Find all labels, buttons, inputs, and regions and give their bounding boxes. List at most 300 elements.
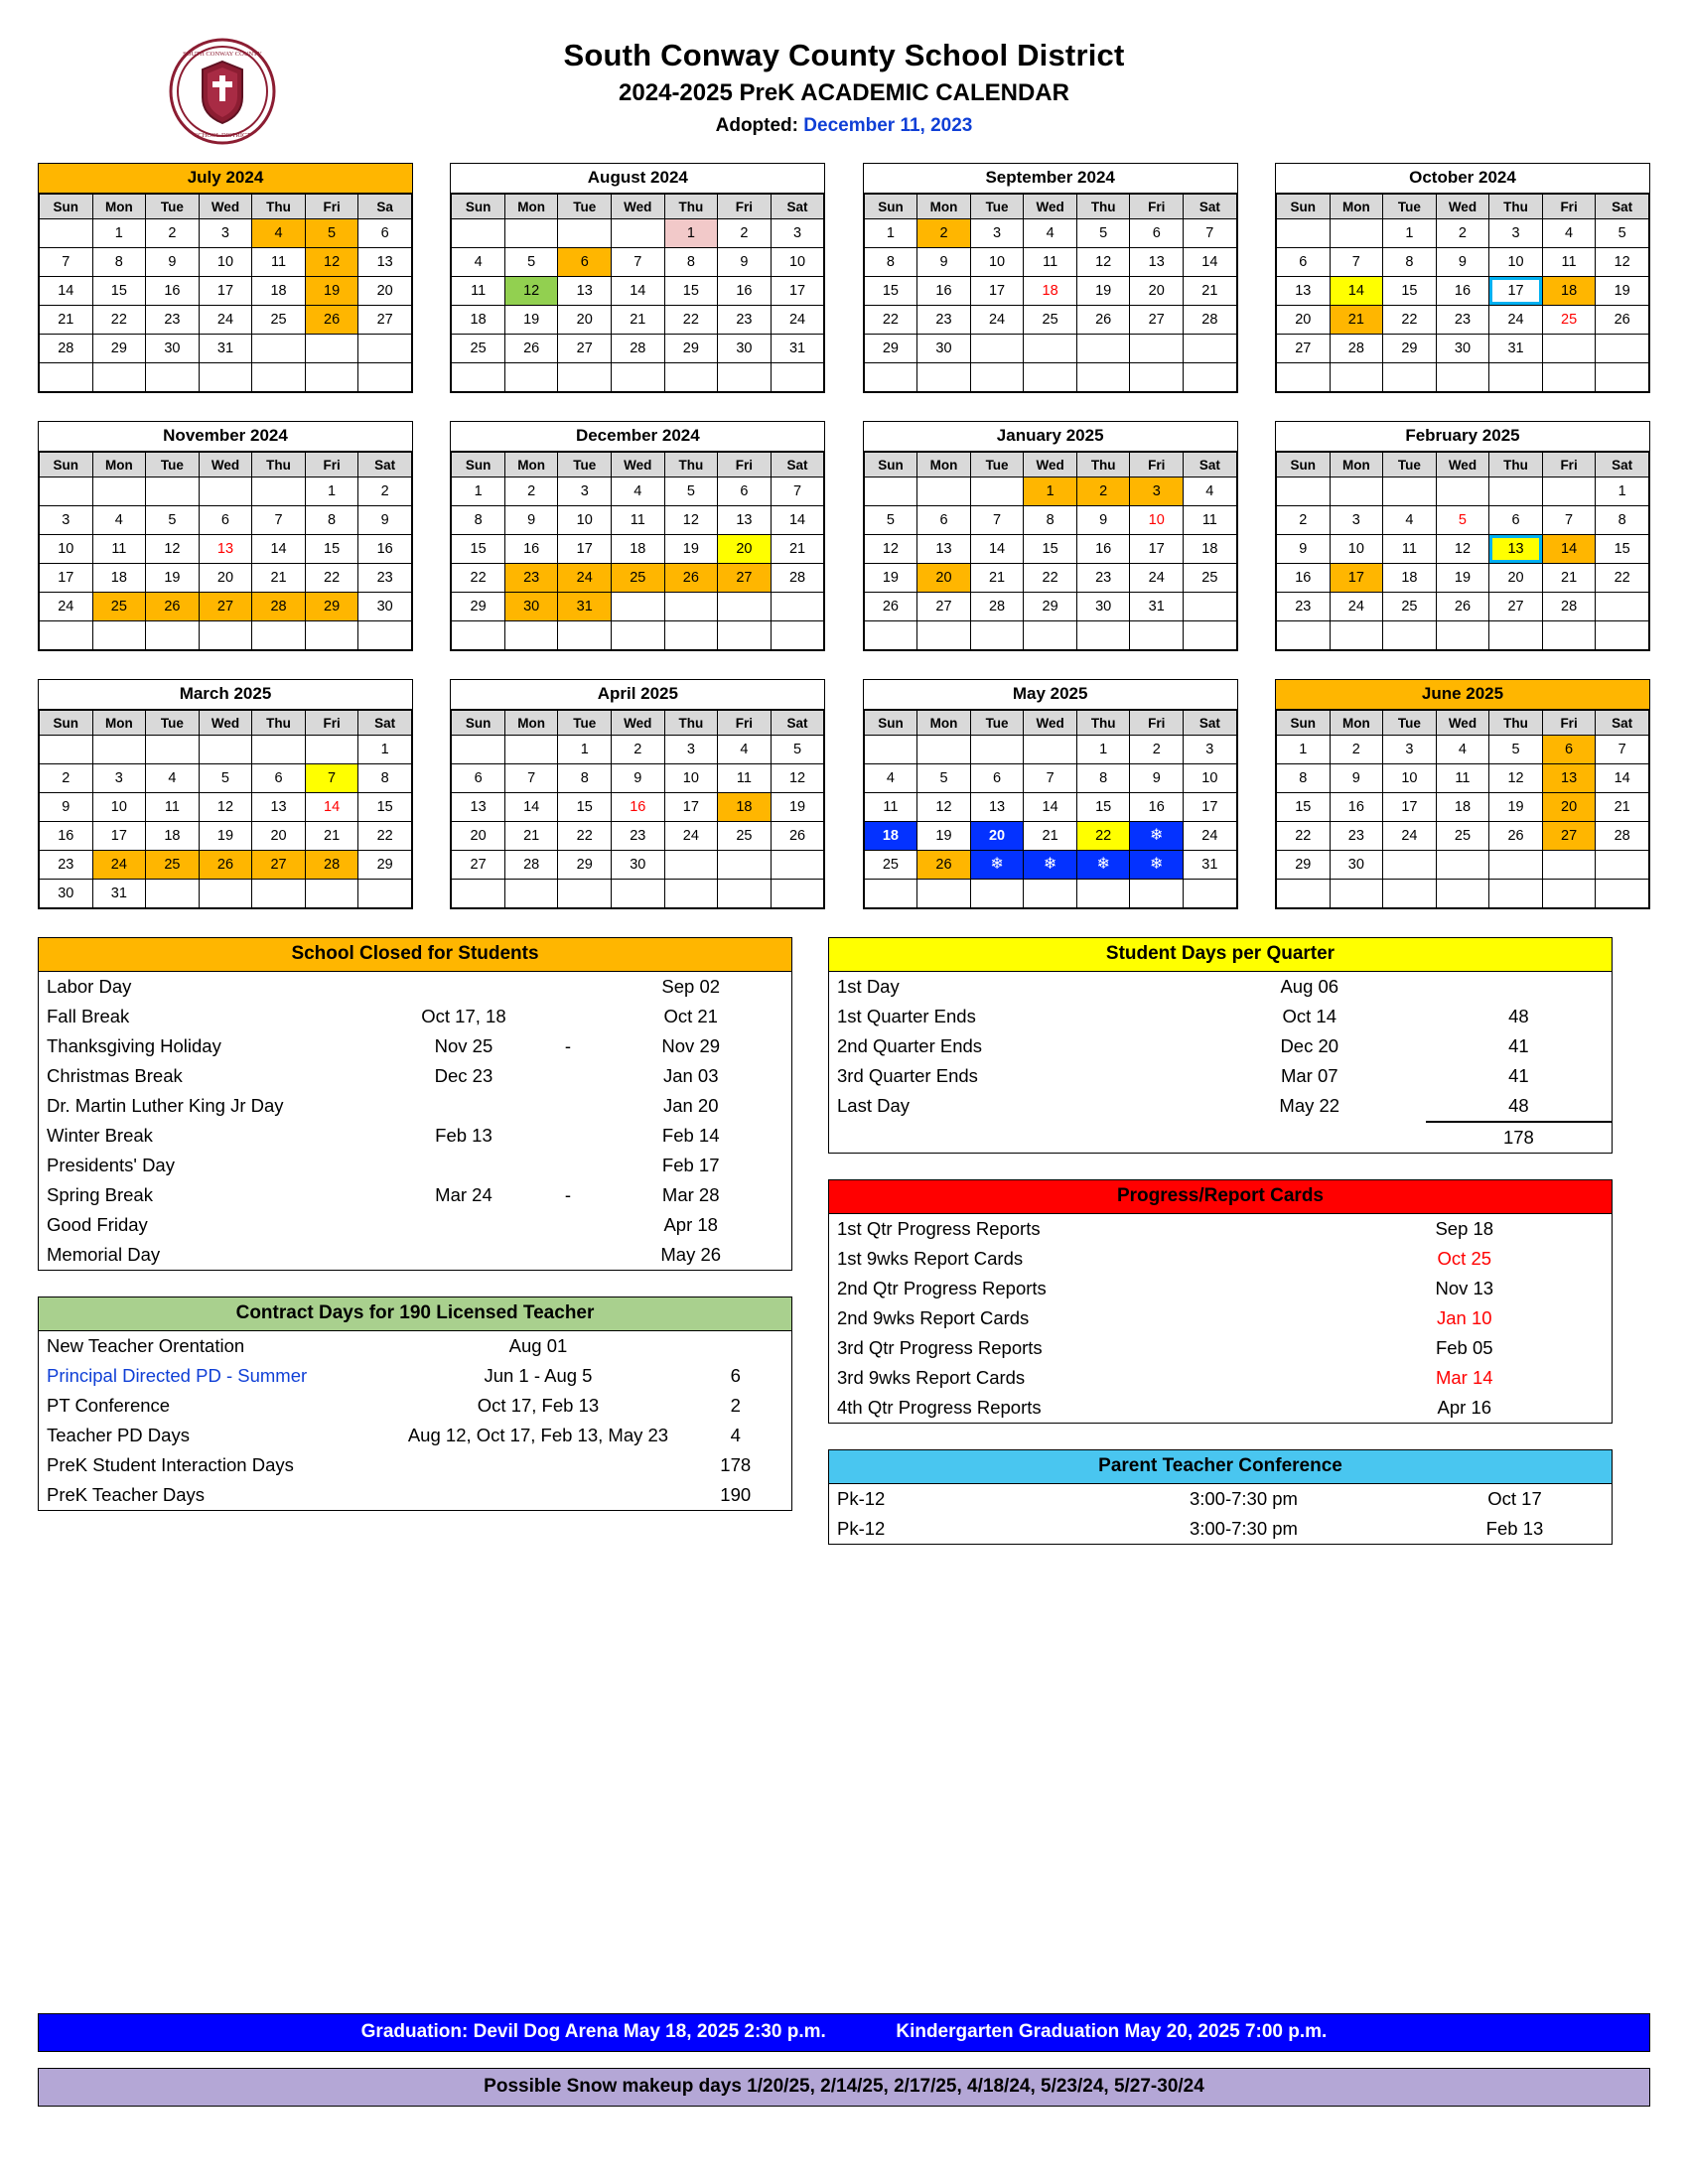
svg-text:SCHOOL DISTRICT: SCHOOL DISTRICT xyxy=(194,132,251,139)
empty-day-cell xyxy=(305,880,358,908)
day-cell: 9 xyxy=(1276,535,1330,564)
empty-day-cell xyxy=(146,478,200,506)
studentdays-date: Oct 14 xyxy=(1282,1006,1336,1026)
empty-day-cell xyxy=(92,621,146,650)
table-row xyxy=(39,1331,791,1361)
empty-day-cell xyxy=(1330,621,1383,650)
week-row xyxy=(864,564,1236,593)
empty-day-cell xyxy=(771,621,824,650)
weekday-header: Sat xyxy=(1596,711,1649,736)
weekday-header: Fri xyxy=(305,195,358,219)
day-cell: 28 xyxy=(1542,593,1596,621)
contract-label: PT Conference xyxy=(47,1395,171,1416)
empty-day-cell xyxy=(305,736,358,764)
day-cell: 1 xyxy=(1076,736,1130,764)
day-cell: 24 xyxy=(771,306,824,335)
empty-day-cell xyxy=(252,478,306,506)
weekday-header: Mon xyxy=(917,195,971,219)
weekday-header: Tue xyxy=(558,195,612,219)
table-row xyxy=(829,1274,1612,1303)
weekday-header: Wed xyxy=(612,711,665,736)
table-row xyxy=(39,972,791,1002)
contract-value: Aug 01 xyxy=(508,1335,568,1356)
day-cell: 1 xyxy=(1596,478,1649,506)
week-row xyxy=(40,506,412,535)
week-row xyxy=(864,764,1236,793)
day-cell: 25 xyxy=(1436,822,1489,851)
weekday-header: Tue xyxy=(146,195,200,219)
closed-start-date: Mar 24 xyxy=(435,1184,492,1205)
empty-day-cell xyxy=(1489,621,1543,650)
weekday-header: Thu xyxy=(1076,453,1130,478)
day-cell: 22 xyxy=(1596,564,1649,593)
calendar-subtitle: 2024-2025 PreK ACADEMIC CALENDAR xyxy=(619,79,1069,106)
page-header xyxy=(0,0,1688,137)
adopted-label: Adopted: xyxy=(715,115,798,136)
day-cell: 12 xyxy=(305,248,358,277)
day-cell: 16 xyxy=(612,793,665,822)
weekday-header: Sun xyxy=(40,195,93,219)
weekday-header: Sun xyxy=(452,453,505,478)
closed-end-date: Jan 20 xyxy=(662,1095,719,1116)
empty-day-cell xyxy=(1596,593,1649,621)
empty-day-cell xyxy=(1542,478,1596,506)
progress-label: 3rd Qtr Progress Reports xyxy=(837,1337,1043,1358)
weekday-header: Sun xyxy=(452,711,505,736)
empty-day-cell xyxy=(504,621,558,650)
day-cell: 27 xyxy=(718,564,772,593)
week-row xyxy=(40,363,412,392)
closed-end-date: Apr 18 xyxy=(663,1214,718,1235)
day-cell: 22 xyxy=(1024,564,1077,593)
day-cell: 19 xyxy=(864,564,917,593)
day-cell: 6 xyxy=(252,764,306,793)
studentdays-total: 178 xyxy=(1426,1122,1612,1153)
weekday-header: Sat xyxy=(358,711,412,736)
table-row xyxy=(39,1121,791,1151)
day-cell: 17 xyxy=(771,277,824,306)
empty-day-cell xyxy=(1436,880,1489,908)
weekday-header: Sat xyxy=(1596,195,1649,219)
empty-day-cell xyxy=(1330,478,1383,506)
day-cell: 13 xyxy=(558,277,612,306)
contract-label: PreK Student Interaction Days xyxy=(47,1454,294,1475)
day-cell: 4 xyxy=(612,478,665,506)
day-cell: 18 xyxy=(1024,277,1077,306)
closed-label: Spring Break xyxy=(47,1184,153,1205)
day-cell: 3 xyxy=(1383,736,1437,764)
empty-day-cell xyxy=(1542,335,1596,363)
month-title: September 2024 xyxy=(864,164,1237,194)
empty-day-cell xyxy=(1436,851,1489,880)
month-title: April 2025 xyxy=(451,680,824,710)
week-row xyxy=(864,621,1236,650)
progress-date: Sep 18 xyxy=(1435,1218,1494,1239)
weekday-header: Fri xyxy=(305,453,358,478)
day-cell: 30 xyxy=(1330,851,1383,880)
day-cell: 17 xyxy=(1383,793,1437,822)
day-cell: 17 xyxy=(970,277,1024,306)
week-row xyxy=(864,363,1236,392)
svg-text:SOUTH CONWAY COUNTY: SOUTH CONWAY COUNTY xyxy=(183,51,262,58)
weekday-header: Thu xyxy=(664,453,718,478)
day-cell: 13 xyxy=(1489,535,1543,564)
day-cell: 26 xyxy=(1076,306,1130,335)
day-cell: 4 xyxy=(718,736,772,764)
day-cell: 20 xyxy=(917,564,971,593)
weekday-header: Tue xyxy=(970,711,1024,736)
week-row xyxy=(864,478,1236,506)
empty-day-cell xyxy=(1024,736,1077,764)
day-cell: 25 xyxy=(1383,593,1437,621)
day-cell: 3 xyxy=(1330,506,1383,535)
kindergarten-graduation-text: Kindergarten Graduation May 20, 2025 7:00 p.m. xyxy=(896,2021,1328,2042)
day-cell: 2 xyxy=(1330,736,1383,764)
empty-day-cell xyxy=(1076,335,1130,363)
day-cell: 27 xyxy=(358,306,412,335)
weekday-header: Sat xyxy=(771,711,824,736)
day-cell: 27 xyxy=(1542,822,1596,851)
empty-day-cell xyxy=(864,363,917,392)
month-title: February 2025 xyxy=(1276,422,1649,452)
progress-label: 2nd Qtr Progress Reports xyxy=(837,1278,1047,1298)
day-cell: 26 xyxy=(1436,593,1489,621)
day-cell: 30 xyxy=(1436,335,1489,363)
footer-banners xyxy=(38,2013,1650,2107)
snowflake-icon: ❄ xyxy=(1043,856,1057,873)
day-cell: 1 xyxy=(864,219,917,248)
studentdays-date: May 22 xyxy=(1279,1095,1340,1116)
closed-dash xyxy=(545,1121,590,1151)
table-row xyxy=(39,1031,791,1061)
day-cell: 8 xyxy=(1024,506,1077,535)
day-cell: 26 xyxy=(771,822,824,851)
studentdays-count: 48 xyxy=(1508,1095,1529,1116)
day-cell: 12 xyxy=(1436,535,1489,564)
table-row xyxy=(829,1091,1612,1122)
day-cell: 25 xyxy=(146,851,200,880)
table-row xyxy=(39,1240,791,1270)
day-cell: 10 xyxy=(92,793,146,822)
day-cell: 23 xyxy=(718,306,772,335)
contract-value xyxy=(396,1480,679,1510)
table-row xyxy=(829,1514,1612,1544)
day-cell: 4 xyxy=(1383,506,1437,535)
week-row xyxy=(452,822,824,851)
weekday-header: Wed xyxy=(1436,195,1489,219)
day-cell: 3 xyxy=(1489,219,1543,248)
month-block xyxy=(38,163,413,393)
week-row xyxy=(40,793,412,822)
weekday-header: Thu xyxy=(1489,711,1543,736)
weekday-header: Thu xyxy=(1489,195,1543,219)
month-table xyxy=(451,710,824,908)
day-cell: 10 xyxy=(40,535,93,564)
day-cell xyxy=(1130,851,1184,880)
day-cell: 31 xyxy=(558,593,612,621)
day-cell: 15 xyxy=(452,535,505,564)
weekday-header: Tue xyxy=(558,453,612,478)
day-cell: 18 xyxy=(92,564,146,593)
day-cell: 1 xyxy=(1383,219,1437,248)
month-table xyxy=(864,710,1237,908)
week-row xyxy=(1276,248,1648,277)
empty-day-cell xyxy=(1184,880,1237,908)
empty-day-cell xyxy=(199,736,252,764)
day-cell: 3 xyxy=(771,219,824,248)
weekday-header: Thu xyxy=(252,195,306,219)
day-cell: 18 xyxy=(1436,793,1489,822)
contract-value: Aug 12, Oct 17, Feb 13, May 23 xyxy=(407,1425,669,1445)
day-cell: 5 xyxy=(305,219,358,248)
contract-days-box xyxy=(38,1297,792,1511)
contract-value: Jun 1 - Aug 5 xyxy=(484,1365,593,1386)
spacer xyxy=(1194,1122,1426,1153)
table-row xyxy=(829,1333,1612,1363)
day-cell: 28 xyxy=(1596,822,1649,851)
day-cell: 11 xyxy=(612,506,665,535)
week-row xyxy=(452,219,824,248)
day-cell: 16 xyxy=(1076,535,1130,564)
progress-cards-title: Progress/Report Cards xyxy=(829,1180,1612,1214)
month-block xyxy=(1275,679,1650,909)
month-title: March 2025 xyxy=(39,680,412,710)
day-cell: 11 xyxy=(1436,764,1489,793)
week-row xyxy=(864,851,1236,880)
empty-day-cell xyxy=(1542,880,1596,908)
empty-day-cell xyxy=(1489,478,1543,506)
day-cell: 16 xyxy=(718,277,772,306)
empty-day-cell xyxy=(970,736,1024,764)
day-cell: 12 xyxy=(664,506,718,535)
month-table xyxy=(864,194,1237,392)
parent-conference-box xyxy=(828,1449,1613,1545)
weekday-header: Tue xyxy=(146,711,200,736)
progress-label: 1st Qtr Progress Reports xyxy=(837,1218,1041,1239)
studentdays-count: 41 xyxy=(1508,1065,1529,1086)
day-cell: 31 xyxy=(1184,851,1237,880)
weekday-header: Wed xyxy=(1024,453,1077,478)
day-cell: 3 xyxy=(1130,478,1184,506)
day-cell: 27 xyxy=(558,335,612,363)
progress-date: Jan 10 xyxy=(1437,1307,1492,1328)
day-cell: 6 xyxy=(358,219,412,248)
weekday-header: Thu xyxy=(664,195,718,219)
day-cell xyxy=(970,851,1024,880)
day-cell: 26 xyxy=(199,851,252,880)
day-cell: 26 xyxy=(1489,822,1543,851)
closed-dash xyxy=(545,1091,590,1121)
day-cell: 7 xyxy=(252,506,306,535)
weekday-header: Sun xyxy=(452,195,505,219)
empty-day-cell xyxy=(452,880,505,908)
month-block xyxy=(1275,163,1650,393)
student-days-box xyxy=(828,937,1613,1154)
day-cell: 14 xyxy=(612,277,665,306)
empty-day-cell xyxy=(1076,621,1130,650)
day-cell: 15 xyxy=(1276,793,1330,822)
week-row xyxy=(40,478,412,506)
closed-end-date: Oct 21 xyxy=(663,1006,718,1026)
day-cell: 24 xyxy=(40,593,93,621)
day-cell: 14 xyxy=(252,535,306,564)
day-cell: 5 xyxy=(771,736,824,764)
day-cell: 19 xyxy=(771,793,824,822)
parent-conference-title: Parent Teacher Conference xyxy=(829,1450,1612,1484)
conference-date: Oct 17 xyxy=(1487,1488,1542,1509)
week-row xyxy=(1276,564,1648,593)
day-cell: 15 xyxy=(1596,535,1649,564)
empty-day-cell xyxy=(1276,219,1330,248)
day-cell: 13 xyxy=(718,506,772,535)
table-row xyxy=(39,1180,791,1210)
adopted-date: December 11, 2023 xyxy=(803,115,973,136)
empty-day-cell xyxy=(917,478,971,506)
empty-day-cell xyxy=(1184,621,1237,650)
snowflake-icon: ❄ xyxy=(1096,856,1110,873)
day-cell: 2 xyxy=(612,736,665,764)
table-row xyxy=(39,1210,791,1240)
day-cell: 14 xyxy=(504,793,558,822)
day-cell: 11 xyxy=(1383,535,1437,564)
weekday-header: Wed xyxy=(199,195,252,219)
day-cell: 25 xyxy=(1542,306,1596,335)
day-cell: 5 xyxy=(1596,219,1649,248)
day-cell: 6 xyxy=(718,478,772,506)
day-cell: 26 xyxy=(504,335,558,363)
day-cell: 3 xyxy=(199,219,252,248)
week-row xyxy=(1276,764,1648,793)
day-cell: 31 xyxy=(1130,593,1184,621)
day-cell: 2 xyxy=(358,478,412,506)
day-cell: 11 xyxy=(1024,248,1077,277)
day-cell: 20 xyxy=(252,822,306,851)
week-row xyxy=(1276,851,1648,880)
weekday-header: Fri xyxy=(1542,711,1596,736)
month-title: January 2025 xyxy=(864,422,1237,452)
day-cell: 1 xyxy=(558,736,612,764)
contract-value xyxy=(396,1450,679,1480)
weekday-header: Wed xyxy=(199,453,252,478)
day-cell: 19 xyxy=(1076,277,1130,306)
day-cell: 4 xyxy=(1542,219,1596,248)
day-cell: 16 xyxy=(1130,793,1184,822)
weekday-header: Mon xyxy=(504,711,558,736)
day-cell: 13 xyxy=(199,535,252,564)
day-cell: 28 xyxy=(612,335,665,363)
empty-day-cell xyxy=(452,219,505,248)
week-row xyxy=(452,593,824,621)
weekday-header: Sat xyxy=(1184,711,1237,736)
weekday-header: Mon xyxy=(92,711,146,736)
weekday-header: Sun xyxy=(864,711,917,736)
empty-day-cell xyxy=(970,478,1024,506)
empty-day-cell xyxy=(970,335,1024,363)
empty-day-cell xyxy=(718,363,772,392)
contract-days-table xyxy=(39,1331,791,1510)
empty-day-cell xyxy=(612,219,665,248)
day-cell: 4 xyxy=(252,219,306,248)
empty-day-cell xyxy=(199,880,252,908)
weekday-header: Sat xyxy=(1184,195,1237,219)
day-cell: 22 xyxy=(452,564,505,593)
empty-day-cell xyxy=(1489,851,1543,880)
day-cell: 28 xyxy=(252,593,306,621)
day-cell: 10 xyxy=(199,248,252,277)
day-cell: 1 xyxy=(358,736,412,764)
empty-day-cell xyxy=(1383,880,1437,908)
calendar-grid xyxy=(0,163,1688,909)
day-cell: 8 xyxy=(1276,764,1330,793)
day-cell: 5 xyxy=(199,764,252,793)
day-cell: 8 xyxy=(664,248,718,277)
empty-day-cell xyxy=(146,363,200,392)
empty-day-cell xyxy=(1024,335,1077,363)
day-cell: 30 xyxy=(146,335,200,363)
day-cell: 9 xyxy=(1130,764,1184,793)
day-cell: 2 xyxy=(917,219,971,248)
closed-start-date: Oct 17, 18 xyxy=(421,1006,506,1026)
closed-start-date xyxy=(381,1240,545,1270)
day-cell: 5 xyxy=(917,764,971,793)
week-row xyxy=(1276,306,1648,335)
day-cell: 17 xyxy=(1489,277,1543,306)
table-row xyxy=(829,1393,1612,1423)
weekday-header: Fri xyxy=(1130,453,1184,478)
empty-day-cell xyxy=(1596,851,1649,880)
day-cell: 6 xyxy=(970,764,1024,793)
empty-day-cell xyxy=(1184,593,1237,621)
empty-day-cell xyxy=(504,736,558,764)
closed-label: Good Friday xyxy=(47,1214,148,1235)
day-cell: 16 xyxy=(358,535,412,564)
closed-start-date xyxy=(381,1091,545,1121)
day-cell: 18 xyxy=(452,306,505,335)
weekday-header: Tue xyxy=(970,195,1024,219)
closed-label: Memorial Day xyxy=(47,1244,161,1265)
week-row xyxy=(1276,535,1648,564)
weekday-header: Fri xyxy=(718,195,772,219)
empty-day-cell xyxy=(40,363,93,392)
weekday-header: Mon xyxy=(92,453,146,478)
day-cell: 3 xyxy=(664,736,718,764)
day-cell: 9 xyxy=(1330,764,1383,793)
day-cell: 20 xyxy=(718,535,772,564)
empty-day-cell xyxy=(1276,880,1330,908)
empty-day-cell xyxy=(146,621,200,650)
week-row xyxy=(1276,736,1648,764)
day-cell: 17 xyxy=(40,564,93,593)
closed-end-date: Sep 02 xyxy=(661,976,721,997)
closed-label: Labor Day xyxy=(47,976,132,997)
day-cell: 30 xyxy=(504,593,558,621)
day-cell: 24 xyxy=(558,564,612,593)
empty-day-cell xyxy=(1542,621,1596,650)
table-row xyxy=(829,1303,1612,1333)
day-cell: 19 xyxy=(199,822,252,851)
month-block xyxy=(1275,421,1650,651)
day-cell: 23 xyxy=(146,306,200,335)
weekday-header: Fri xyxy=(1130,711,1184,736)
empty-day-cell xyxy=(1184,335,1237,363)
day-cell: 29 xyxy=(1383,335,1437,363)
weekday-header: Sun xyxy=(864,453,917,478)
day-cell: 17 xyxy=(199,277,252,306)
conference-label: Pk-12 xyxy=(837,1488,886,1509)
contract-count: 2 xyxy=(730,1395,741,1416)
day-cell: 28 xyxy=(305,851,358,880)
day-cell: 9 xyxy=(358,506,412,535)
